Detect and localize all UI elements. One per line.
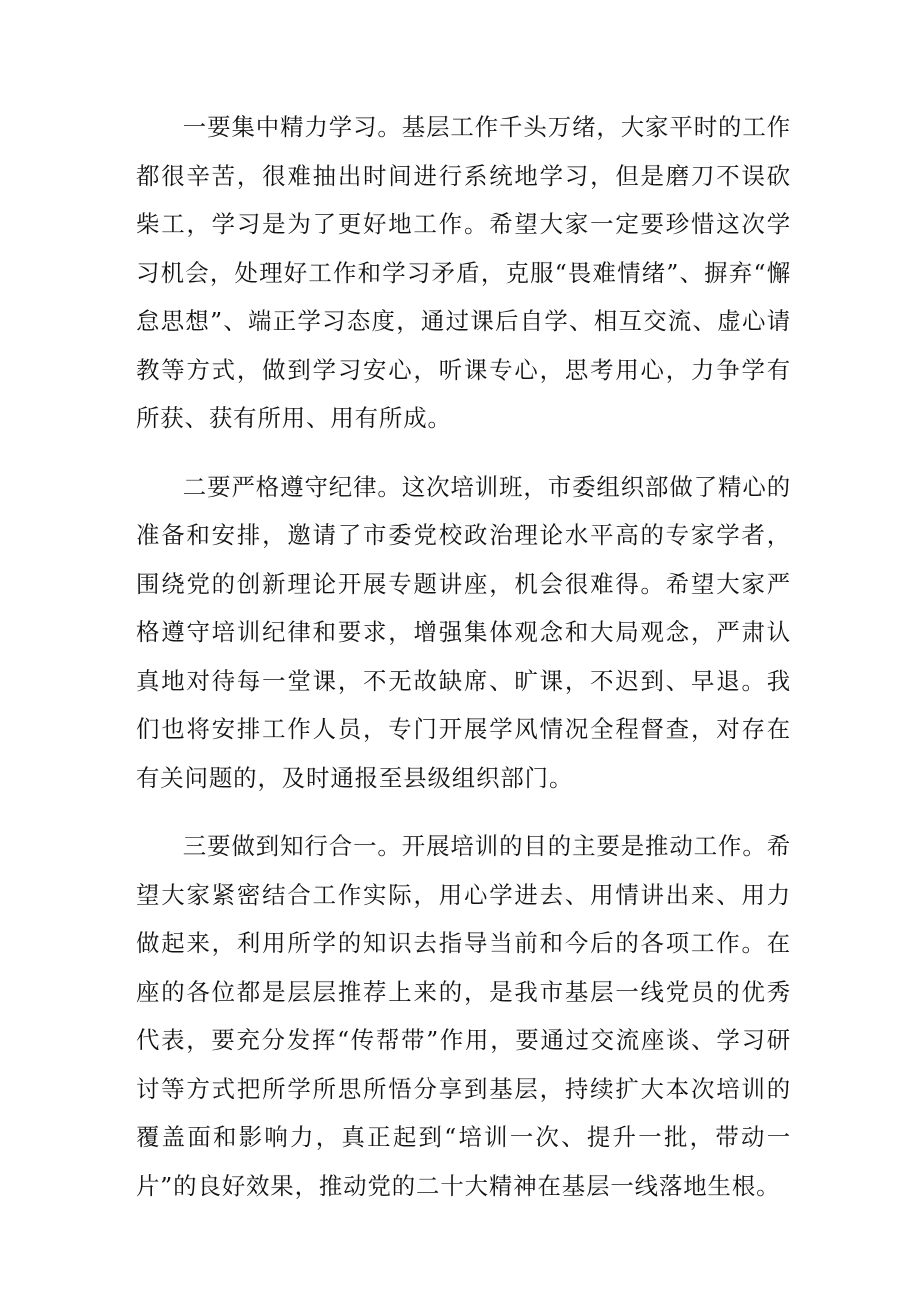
paragraph-2: 二要严格遵守纪律。这次培训班，市委组织部做了精心的准备和安排，邀请了市委党校政治理论水平高的专家学者，围绕党的创新理论开展专题讲座，机会很难得。希望大家严格遵守培训纪律和要求，增强集体观念和大局观念，严肃认真地对待每一堂课，不无故缺席、旷课，不迟到、早退。我们也将安排工作人员，专门开展学风情况全程督查，对存在有关问题的，及时通报至县级组织部门。	[136, 472, 791, 792]
paragraph-3: 三要做到知行合一。开展培训的目的主要是推动工作。希望大家紧密结合工作实际，用心学进去、用情讲出来、用力做起来，利用所学的知识去指导当前和今后的各项工作。在座的各位都是层层推荐上来的，是我市基层一线党员的优秀代表，要充分发挥“传帮带”作用，要通过交流座谈、学习研讨等方式把所学所思所悟分享到基层，持续扩大本次培训的覆盖面和影响力，真正起到“培训一次、提升一批，带动一片”的良好效果，推动党的二十大精神在基层一线落地生根。	[136, 832, 791, 1200]
document-body	[136, 103, 791, 1230]
paragraph-1: 一要集中精力学习。基层工作千头万绪，大家平时的工作都很辛苦，很难抽出时间进行系统地学习，但是磨刀不误砍柴工，学习是为了更好地工作。希望大家一定要珍惜这次学习机会，处理好工作和学习矛盾，克服“畏难情绪”、摒弃“懈怠思想”、端正学习态度，通过课后自学、相互交流、虚心请教等方式，做到学习安心，听课专心，思考用心，力争学有所获、获有所用、用有所成。	[136, 113, 791, 432]
